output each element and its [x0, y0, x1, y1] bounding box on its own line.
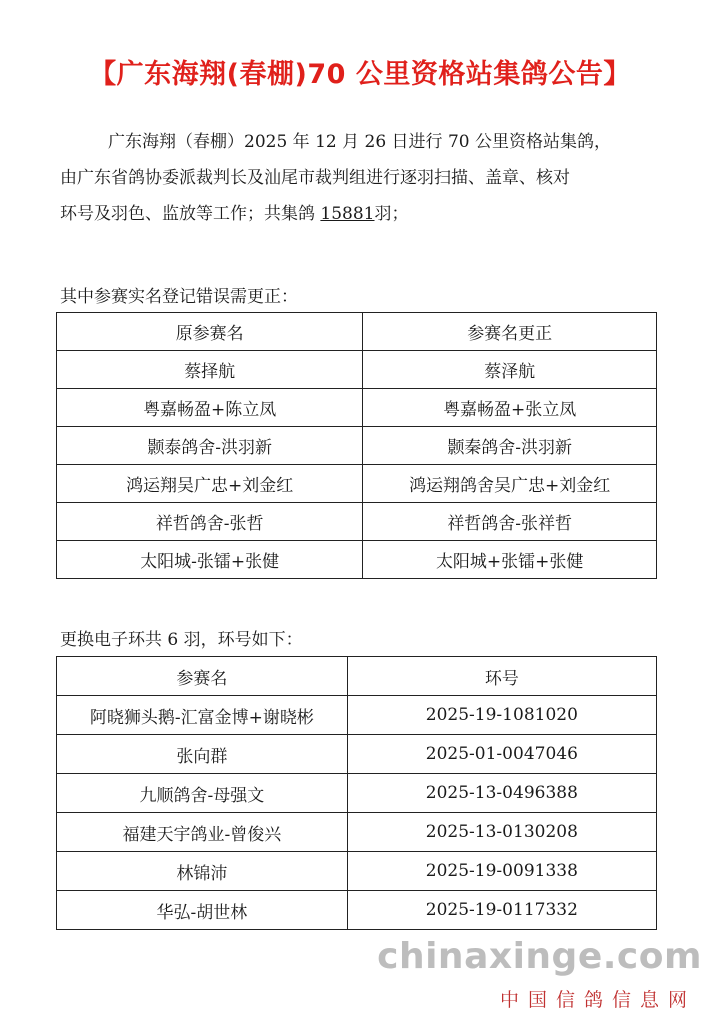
- intro-paragraph: [60, 124, 670, 232]
- entrant-name-cell: 福建天宇鸽业-曾俊兴: [57, 813, 348, 852]
- table-row: [57, 351, 657, 389]
- corrected-name-cell: 颢秦鸽舍-洪羽新: [363, 427, 657, 465]
- column-header-entrant-name: 参赛名: [57, 657, 348, 696]
- corrected-name-cell: 祥哲鸽舍-张祥哲: [363, 503, 657, 541]
- entrant-name-cell: 林锦沛: [57, 852, 348, 891]
- table-row: [57, 389, 657, 427]
- original-name-cell: 鸿运翔吴广忠+刘金红: [57, 465, 363, 503]
- table-row: [57, 774, 657, 813]
- entrant-name-cell: 九顺鸽舍-母强文: [57, 774, 348, 813]
- intro-line-2: 由广东省鸽协委派裁判长及汕尾市裁判组进行逐羽扫描、盖章、核对: [60, 168, 570, 188]
- table-row: [57, 891, 657, 930]
- corrections-label: 其中参赛实名登记错误需更正：: [60, 287, 298, 307]
- ring-changes-label: 更换电子环共 6 羽，环号如下：: [60, 630, 303, 650]
- intro-line-3: [60, 196, 670, 232]
- entrant-name-cell: 阿晓狮头鹅-汇富金博+谢晓彬: [57, 696, 348, 735]
- corrected-name-cell: 粤嘉畅盈+张立凤: [363, 389, 657, 427]
- ring-number-cell: 2025-19-1081020: [347, 696, 656, 735]
- intro-line-3-prefix: 环号及羽色、监放等工作；共集鸽: [60, 204, 321, 224]
- original-name-cell: 太阳城-张镭+张健: [57, 541, 363, 579]
- ring-number-cell: 2025-13-0496388: [347, 774, 656, 813]
- original-name-cell: 粤嘉畅盈+陈立凤: [57, 389, 363, 427]
- table-row: [57, 696, 657, 735]
- table-row: [57, 852, 657, 891]
- ring-number-cell: 2025-13-0130208: [347, 813, 656, 852]
- ring-number-cell: 2025-01-0047046: [347, 735, 656, 774]
- table-header-row: [57, 657, 657, 696]
- column-header-ring-number: 环号: [347, 657, 656, 696]
- table-row: [57, 735, 657, 774]
- entrant-name-cell: 张向群: [57, 735, 348, 774]
- table-row: [57, 503, 657, 541]
- column-header-corrected-name: 参赛名更正: [363, 313, 657, 351]
- corrected-name-cell: 鸿运翔鸽舍吴广忠+刘金红: [363, 465, 657, 503]
- intro-line-3-suffix: 羽；: [374, 204, 409, 224]
- table-row: [57, 541, 657, 579]
- watermark-site-name: 中国信鸽信息网: [499, 989, 696, 1011]
- table-row: [57, 427, 657, 465]
- ring-number-cell: 2025-19-0091338: [347, 852, 656, 891]
- original-name-cell: 颢泰鸽舍-洪羽新: [57, 427, 363, 465]
- table-header-row: [57, 313, 657, 351]
- corrected-name-cell: 太阳城+张镭+张健: [363, 541, 657, 579]
- entrant-name-cell: 华弘-胡世林: [57, 891, 348, 930]
- ring-changes-table: [56, 656, 657, 930]
- corrections-table: [56, 312, 657, 579]
- total-pigeon-count: 15881: [320, 204, 375, 224]
- watermark-domain: chinaxinge.com: [377, 936, 702, 977]
- intro-line-1: 广东海翔（春棚）2025 年 12 月 26 日进行 70 公里资格站集鸽，: [108, 132, 611, 152]
- corrected-name-cell: 蔡泽航: [363, 351, 657, 389]
- column-header-original-name: 原参赛名: [57, 313, 363, 351]
- original-name-cell: 蔡择航: [57, 351, 363, 389]
- announcement-title: 【广东海翔(春棚)70 公里资格站集鸽公告】: [89, 59, 631, 90]
- ring-number-cell: 2025-19-0117332: [347, 891, 656, 930]
- table-row: [57, 465, 657, 503]
- table-row: [57, 813, 657, 852]
- original-name-cell: 祥哲鸽舍-张哲: [57, 503, 363, 541]
